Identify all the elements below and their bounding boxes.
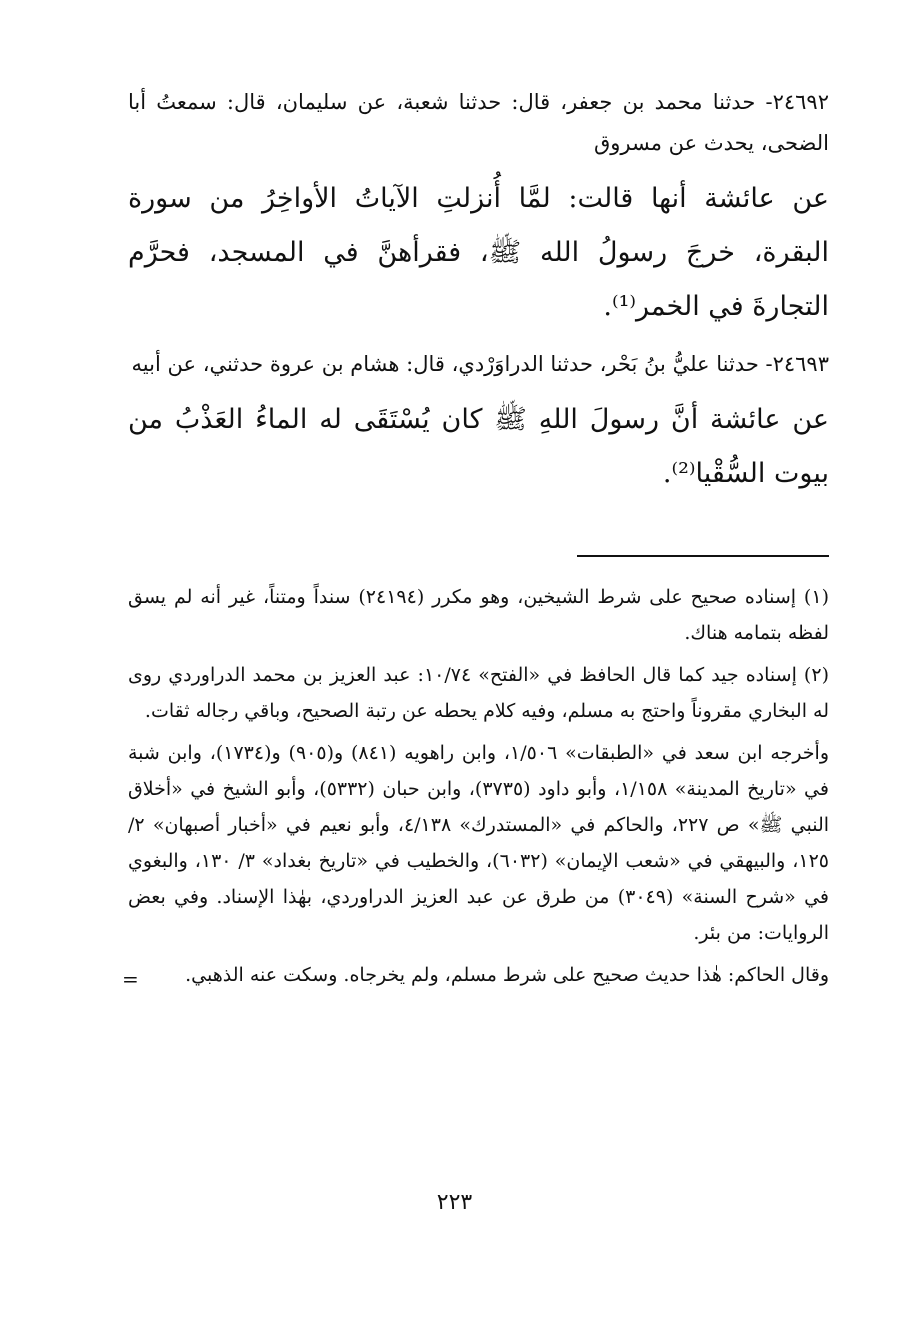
footnote-2: (٢) إسناده جيد كما قال الحافظ في «الفتح» ١٠/٧٤: عبد العزيز بن محمد الدراوردي روى له البخاري مقروناً واحتج به مسلم، وفيه كلام يحطه عن رتبة الصحيح، وباقي رجاله ثقات. <box>128 664 829 722</box>
hadith-text-24693: عن عائشة أنَّ رسولَ اللهِ ﷺ كان يُسْتَقَى له الماءُ العَذْبُ من بيوت السُّقْيا⁽²⁾. <box>128 404 829 489</box>
hadith-chain-24693: ٢٤٦٩٣- حدثنا عليُّ بنُ بَحْر، حدثنا الدراوَرْدي، قال: هشام بن عروة حدثني، عن أبيه <box>131 352 829 376</box>
hadith-text-24692: عن عائشة أنها قالت: لمَّا أُنزلتِ الآياتُ الأواخِرُ من سورة البقرة، خرجَ رسولُ الله ﷺ، فقرأهنَّ في المسجد، فحرَّم التجارةَ في الخمر⁽¹⁾. <box>128 183 829 322</box>
footnote-2-hakim: وقال الحاكم: هٰذا حديث صحيح على شرط مسلم، ولم يخرجاه. وسكت عنه الذهبي. <box>185 964 829 986</box>
page-body <box>122 82 830 999</box>
hadith-chain-24692: ٢٤٦٩٢- حدثنا محمد بن جعفر، قال: حدثنا شعبة، عن سليمان، قال: سمعتُ أبا الضحى، يحدث عن مسروق <box>128 90 829 155</box>
continuation-mark: = <box>122 967 139 991</box>
page-number: ٢٢٣ <box>436 1190 473 1215</box>
footnote-divider-wrap <box>128 511 829 579</box>
footnote-2-sources: وأخرجه ابن سعد في «الطبقات» ١/٥٠٦، وابن راهويه (٨٤١) و(٩٠٥) و(١٧٣٤)، وابن شبة في «تاريخ المدينة» ١/١٥٨، وأبو داود (٣٧٣٥)، وابن حبان (٥٣٣٢)، وأبو الشيخ في «أخلاق النبي ﷺ» ص ٢٢٧، والحاكم في «المستدرك» ٤/١٣٨، وأبو نعيم في «أخبار أصبهان» ٢/ ١٢٥، والبيهقي في «شعب الإيمان» (٦٠٣٢)، والخطيب في «تاريخ بغداد» ٣/ ١٣٠، والبغوي في «شرح السنة» (٣٠٤٩) من طرق عن عبد العزيز الدراوردي، بهٰذا الإسناد. وفي بعض الروايات: من بئر. <box>128 742 830 944</box>
footnote-2-closing-row <box>122 957 829 993</box>
footnote-1: (١) إسناده صحيح على شرط الشيخين، وهو مكرر (٢٤١٩٤) سنداً ومتناً، غير أنه لم يسق لفظه بتمامه هناك. <box>128 586 829 644</box>
footnote-divider <box>577 555 829 557</box>
